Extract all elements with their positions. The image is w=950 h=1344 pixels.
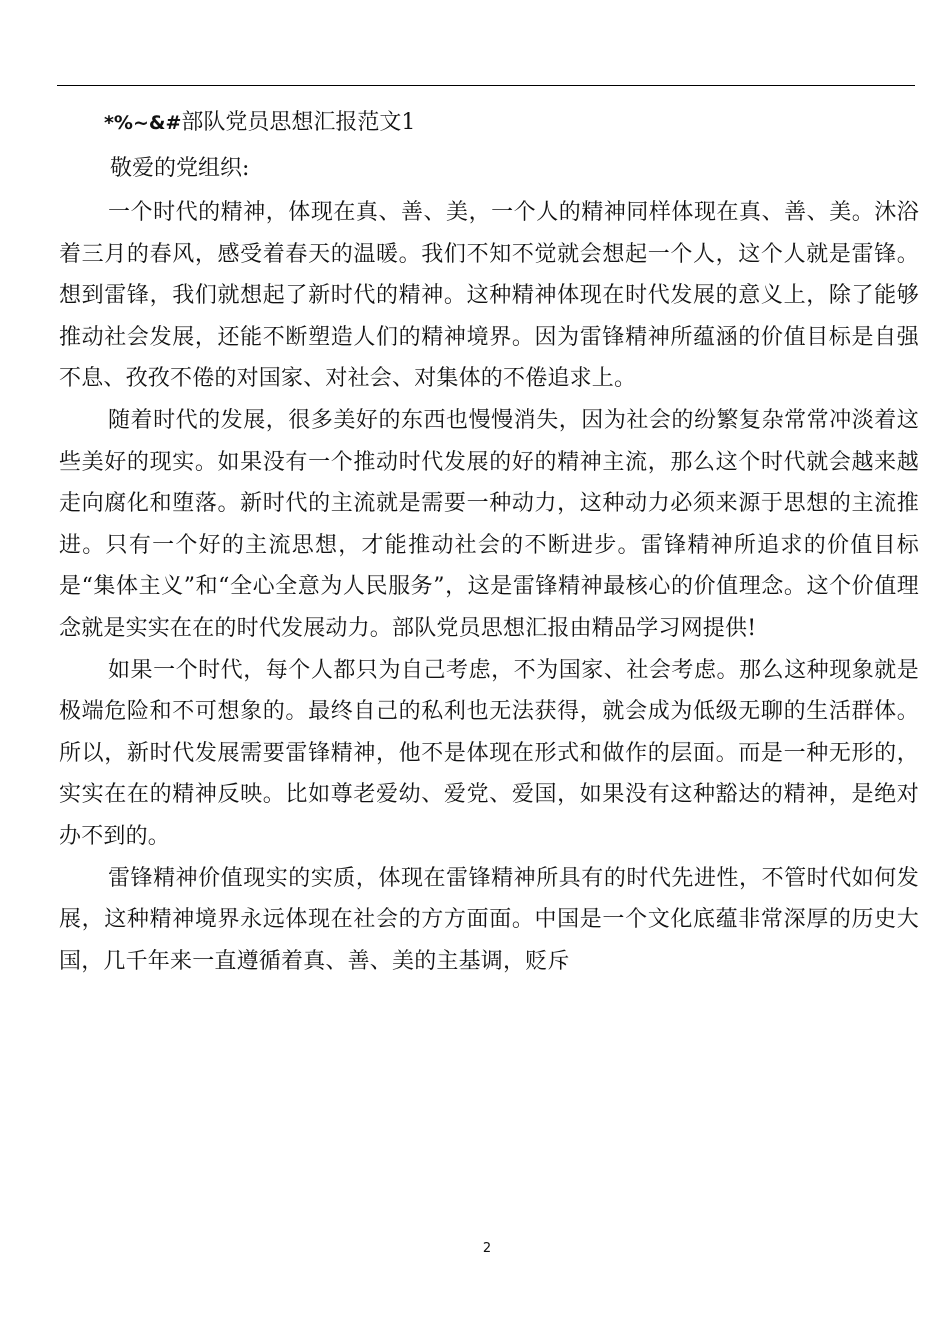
paragraph: 雷锋精神价值现实的实质，体现在雷锋精神所具有的时代先进性，不管时代如何发展，这种精神境界永远体现在社会的方方面面。中国是一个文化底蕴非常深厚的历史大国，几千年来一直遵循着真、善、美的主基调，贬斥 xyxy=(59,865,919,974)
document-title xyxy=(59,101,919,145)
page-number: 2 xyxy=(482,1241,492,1256)
paragraph: 如果一个时代，每个人都只为自己考虑，不为国家、社会考虑。那么这种现象就是极端危险和不可想象的。最终自己的私利也无法获得，就会成为低级无聊的生活群体。所以，新时代发展需要雷锋精神，他不是体现在形式和做作的层面。而是一种无形的，实实在在的精神反映。比如尊老爱幼、爱党、爱国，如果没有这种豁达的精神，是绝对办不到的。 xyxy=(59,657,919,849)
greeting: 敬爱的党组织: xyxy=(110,156,250,181)
paragraph: 随着时代的发展，很多美好的东西也慢慢消失，因为社会的纷繁复杂常常冲淡着这些美好的现实。如果没有一个推动时代发展的好的精神主流，那么这个时代就会越来越走向腐化和堕落。新时代的主流就是需要一种动力，这种动力必须来源于思想的主流推进。只有一个好的主流思想，才能推动社会的不断进步。雷锋精神所追求的价值目标是“集体主义”和“全心全意为人民服务”，这是雷锋精神最核心的价值理念。这个价值理念就是实实在在的时代发展动力。部队党员思想汇报由精品学习网提供! xyxy=(59,407,919,641)
header-rule xyxy=(57,85,915,86)
document-body xyxy=(59,101,919,982)
paragraph: 一个时代的精神，体现在真、善、美，一个人的精神同样体现在真、善、美。沐浴着三月的春风，感受着春天的温暖。我们不知不觉就会想起一个人，这个人就是雷锋。想到雷锋，我们就想起了新时代的精神。这种精神体现在时代发展的意义上，除了能够推动社会发展，还能不断塑造人们的精神境界。因为雷锋精神所蕴涵的价值目标是自强不息、孜孜不倦的对国家、对社会、对集体的不倦追求上。 xyxy=(59,200,919,392)
title-prefix: *%~&# xyxy=(104,112,182,134)
title-text: 部队党员思想汇报范文1 xyxy=(181,110,416,135)
